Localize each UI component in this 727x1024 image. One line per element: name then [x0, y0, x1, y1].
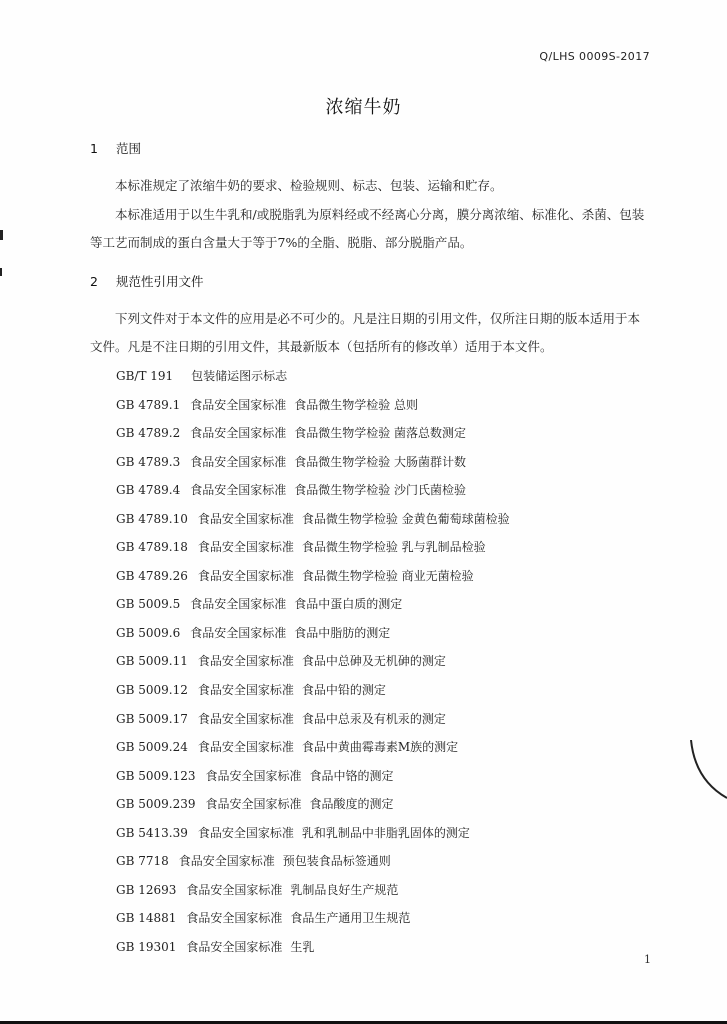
reference-item [116, 762, 510, 791]
reference-code: GB 7718 [116, 854, 169, 869]
reference-item [116, 647, 510, 676]
reference-title: 食品中铬的测定 [309, 768, 394, 783]
reference-prefix: 食品安全国家标准 [186, 882, 283, 897]
reference-code: GB 5009.12 [116, 683, 188, 698]
reference-item [116, 505, 510, 534]
reference-title: 预包装食品标签通则 [282, 854, 391, 869]
section-1-paragraph-2: 本标准适用于以生牛乳和/或脱脂乳为原料经或不经离心分离，膜分离浓缩、标准化、杀菌、包装等工艺而制成的蛋白含量大于等于7%的全脂、脱脂、部分脱脂产品。 [90, 207, 645, 250]
reference-item [116, 876, 510, 905]
reference-prefix: 食品安全国家标准 [205, 797, 302, 812]
reference-code: GB 5413.39 [116, 825, 188, 840]
reference-code: GB 14881 [116, 911, 177, 926]
reference-prefix: 食品安全国家标准 [197, 540, 294, 555]
reference-title: 食品微生物学检验 乳与乳制品检验 [301, 540, 486, 555]
reference-title: 食品中铅的测定 [301, 683, 386, 698]
reference-code: GB 5009.11 [116, 654, 188, 669]
section-2-number: 2 [90, 274, 98, 289]
reference-prefix: 食品安全国家标准 [205, 768, 302, 783]
reference-title: 乳和乳制品中非脂乳固体的测定 [301, 825, 470, 840]
reference-title: 食品微生物学检验 总则 [294, 397, 419, 412]
reference-title: 食品微生物学检验 菌落总数测定 [294, 426, 467, 441]
reference-title: 食品中总砷及无机砷的测定 [301, 654, 446, 669]
reference-title: 包装储运图示标志 [191, 369, 288, 383]
reference-title: 食品微生物学检验 沙门氏菌检验 [294, 483, 467, 498]
reference-item [116, 933, 510, 962]
reference-prefix: 食品安全国家标准 [197, 740, 294, 755]
reference-prefix: 食品安全国家标准 [186, 939, 283, 954]
section-2-paragraph: 下列文件对于本文件的应用是必不可少的。凡是注日期的引用文件，仅所注日期的版本适用于本文件。凡是不注日期的引用文件，其最新版本（包括所有的修改单）适用于本文件。 [90, 311, 641, 354]
reference-title: 食品中黄曲霉毒素M族的测定 [301, 740, 459, 755]
reference-code: GB 5009.24 [116, 740, 188, 755]
reference-code: GB 4789.26 [116, 568, 188, 583]
reference-code: GB 5009.123 [116, 768, 196, 783]
scan-artifact-mark [0, 230, 3, 240]
reference-title: 食品生产通用卫生规范 [290, 911, 411, 926]
reference-item [116, 419, 510, 448]
reference-prefix: 食品安全国家标准 [197, 568, 294, 583]
reference-item [116, 847, 510, 876]
reference-prefix: 食品安全国家标准 [190, 625, 287, 640]
reference-prefix: 食品安全国家标准 [178, 854, 275, 869]
reference-title: 食品中总汞及有机汞的测定 [301, 711, 446, 726]
section-1-heading [90, 139, 141, 157]
reference-prefix: 食品安全国家标准 [186, 911, 283, 926]
reference-title: 食品微生物学检验 大肠菌群计数 [294, 454, 467, 469]
reference-prefix: 食品安全国家标准 [197, 654, 294, 669]
reference-prefix: 食品安全国家标准 [197, 511, 294, 526]
reference-item [116, 362, 510, 391]
reference-item [116, 476, 510, 505]
reference-code: GB 4789.2 [116, 426, 181, 441]
reference-item [116, 562, 510, 591]
reference-prefix: 食品安全国家标准 [197, 711, 294, 726]
section-2-title: 规范性引用文件 [116, 274, 204, 289]
reference-title: 食品中脂肪的测定 [294, 625, 391, 640]
document-code: Q/LHS 0009S-2017 [539, 50, 650, 63]
reference-item [116, 904, 510, 933]
reference-prefix: 食品安全国家标准 [190, 397, 287, 412]
reference-prefix: 食品安全国家标准 [190, 454, 287, 469]
reference-code: GB 5009.6 [116, 625, 181, 640]
reference-prefix: 食品安全国家标准 [197, 683, 294, 698]
reference-item [116, 391, 510, 420]
reference-code: GB 4789.10 [116, 511, 188, 526]
reference-item [116, 819, 510, 848]
reference-title: 食品微生物学检验 商业无菌检验 [301, 568, 474, 583]
scan-artifact-curve [687, 740, 727, 800]
reference-prefix: 食品安全国家标准 [197, 825, 294, 840]
reference-code: GB 19301 [116, 939, 177, 954]
page-title: 浓缩牛奶 [325, 97, 402, 118]
reference-code: GB 5009.239 [116, 797, 196, 812]
reference-item [116, 790, 510, 819]
reference-item [116, 733, 510, 762]
page-number: 1 [644, 953, 651, 966]
reference-code: GB 4789.4 [116, 483, 181, 498]
reference-title: 食品微生物学检验 金黄色葡萄球菌检验 [301, 511, 510, 526]
reference-item [116, 705, 510, 734]
reference-title: 乳制品良好生产规范 [290, 882, 399, 897]
reference-title: 食品中蛋白质的测定 [294, 597, 403, 612]
reference-code: GB/T 191 [116, 369, 174, 383]
reference-title: 生乳 [290, 939, 315, 954]
reference-code: GB 4789.3 [116, 454, 181, 469]
reference-item [116, 619, 510, 648]
reference-item [116, 533, 510, 562]
reference-item [116, 676, 510, 705]
reference-list [116, 362, 510, 961]
reference-code: GB 5009.5 [116, 597, 181, 612]
section-1-title: 范围 [116, 141, 142, 156]
reference-code: GB 5009.17 [116, 711, 188, 726]
reference-code: GB 4789.1 [116, 397, 181, 412]
section-2-heading [90, 272, 204, 290]
reference-item [116, 448, 510, 477]
section-1-paragraph-1: 本标准规定了浓缩牛奶的要求、检验规则、标志、包装、运输和贮存。 [115, 178, 503, 193]
reference-prefix: 食品安全国家标准 [190, 483, 287, 498]
section-1-number: 1 [90, 141, 98, 156]
reference-title: 食品酸度的测定 [309, 797, 394, 812]
reference-prefix: 食品安全国家标准 [190, 426, 287, 441]
reference-code: GB 4789.18 [116, 540, 188, 555]
reference-code: GB 12693 [116, 882, 177, 897]
reference-prefix: 食品安全国家标准 [190, 597, 287, 612]
scan-artifact-mark [0, 268, 2, 276]
reference-item [116, 590, 510, 619]
